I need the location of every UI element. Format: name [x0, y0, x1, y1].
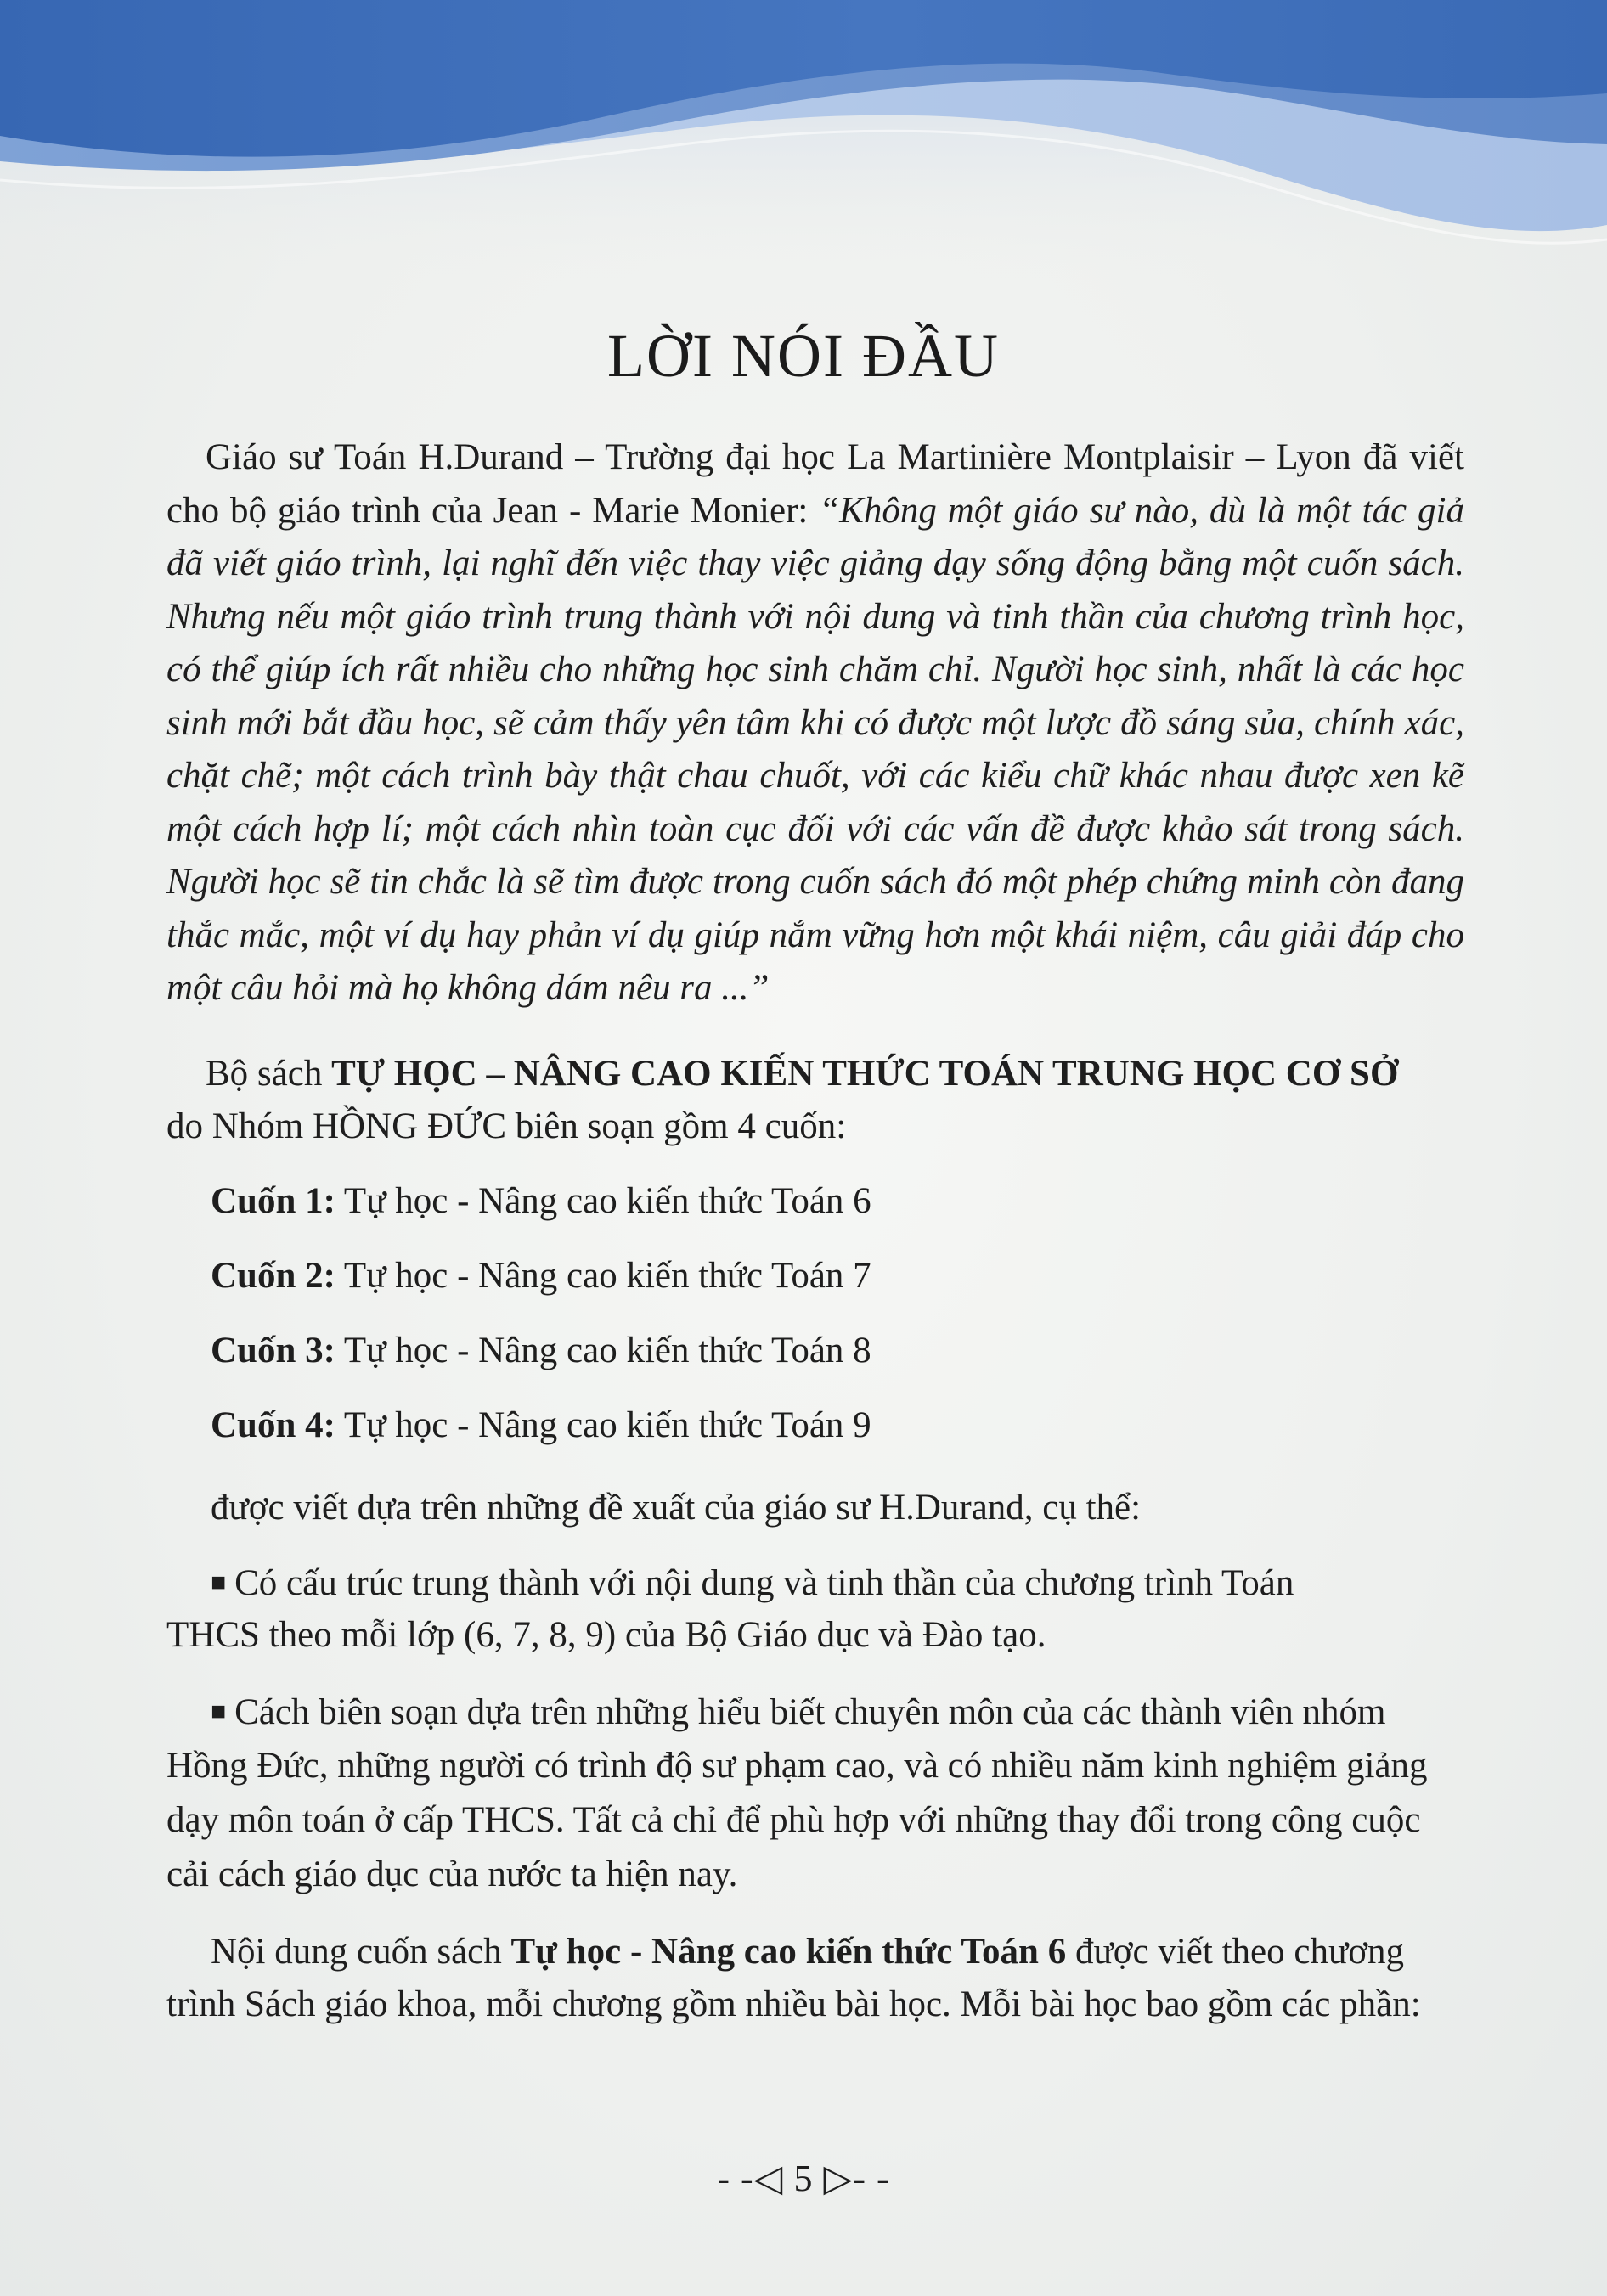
bullet-2-line-3: dạy môn toán ở cấp THCS. Tất cả chỉ để phù hợp với những thay đổi trong công cuộc [166, 1800, 1421, 1840]
bullet-square-icon: ■ [211, 1697, 227, 1725]
intro-lead: Giáo sư Toán H.Durand – Trường đại học La Martinière Montplaisir – Lyon đã viết cho bộ giáo trình của Jean - Marie Monier: [166, 437, 1464, 531]
book-item-2: Cuốn 2: Tự học - Nâng cao kiến thức Toán 7 [211, 1256, 871, 1296]
bullet-2-line-2: Hồng Đức, những người có trình độ sư phạm cao, và có nhiều năm kinh nghiệm giảng [166, 1746, 1428, 1786]
series-intro-line: Bộ sách TỰ HỌC – NÂNG CAO KIẾN THỨC TOÁN TRUNG HỌC CƠ SỞ [206, 1054, 1399, 1094]
series-name: TỰ HỌC – NÂNG CAO KIẾN THỨC TOÁN TRUNG HỌC CƠ SỞ [331, 1054, 1399, 1094]
durand-quote: “Không một giáo sư nào, dù là một tác giả đã viết giáo trình, lại nghĩ đến việc thay việc giảng dạy sống động bằng một cuốn sách. Nhưng nếu một giáo trình trung thành với nội dung và tinh thần của chương trình học, có thể giúp ích rất nhiều cho những học sinh chăm chỉ. Người học sinh, nhất là các học sinh mới bắt đầu học, sẽ cảm thấy yên tâm khi có được một lược đồ sáng sủa, chính xác, chặt chẽ; một cách trình bày thật chau chuốt, với các kiểu chữ khác nhau được xen kẽ một cách hợp lí; một cách nhìn toàn cục đối với các vấn đề được khảo sát trong sách. Người học sẽ tin chắc là sẽ tìm được trong cuốn sách đó một phép chứng minh còn đang thắc mắc, một ví dụ hay phản ví dụ giúp nắm vững hơn một khái niệm, câu giải đáp cho một câu hỏi mà họ không dám nêu ra ...” [166, 490, 1464, 1008]
bullet-1-line-1: ■ Có cấu trúc trung thành với nội dung và tinh thần của chương trình Toán [211, 1563, 1294, 1603]
page-title: LỜI NÓI ĐẦU [607, 322, 1000, 390]
bullet-2-line-4: cải cách giáo dục của nước ta hiện nay. [166, 1854, 738, 1894]
series-authors-line: do Nhóm HỒNG ĐỨC biên soạn gồm 4 cuốn: [166, 1106, 847, 1146]
book-item-4: Cuốn 4: Tự học - Nâng cao kiến thức Toán 9 [211, 1405, 871, 1445]
content-line-1: Nội dung cuốn sách Tự học - Nâng cao kiến thức Toán 6 được viết theo chương [211, 1932, 1404, 1972]
page-number: - -◁ 5 ▷- - [717, 2158, 890, 2199]
bullet-1-line-2: THCS theo mỗi lớp (6, 7, 8, 9) của Bộ Giáo dục và Đào tạo. [166, 1615, 1046, 1655]
content-line-2: trình Sách giáo khoa, mỗi chương gồm nhiều bài học. Mỗi bài học bao gồm các phần: [166, 1984, 1421, 2024]
book-title: Tự học - Nâng cao kiến thức Toán 6 [510, 1932, 1067, 1972]
bullet-2-line-1: ■ Cách biên soạn dựa trên những hiểu biết chuyên môn của các thành viên nhóm [211, 1692, 1386, 1732]
bullet-square-icon: ■ [211, 1568, 227, 1596]
intro-paragraph [166, 431, 1464, 1016]
book-item-3: Cuốn 3: Tự học - Nâng cao kiến thức Toán 8 [211, 1331, 871, 1370]
basis-line: được viết dựa trên những đề xuất của giáo sư H.Durand, cụ thể: [211, 1488, 1142, 1528]
book-item-1: Cuốn 1: Tự học - Nâng cao kiến thức Toán 6 [211, 1181, 871, 1221]
